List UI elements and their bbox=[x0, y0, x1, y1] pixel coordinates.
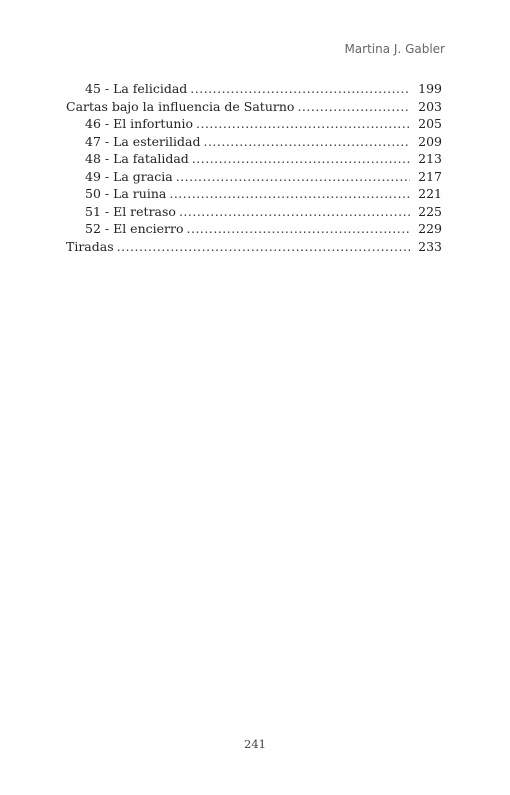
toc-entry-title: 45 - La felicidad bbox=[85, 81, 188, 96]
toc-entry-title: 50 - La ruina bbox=[85, 186, 167, 201]
running-head: Martina J. Gabler bbox=[344, 42, 445, 56]
toc-dot-leader bbox=[187, 220, 411, 238]
toc-dot-leader bbox=[203, 133, 410, 151]
toc-section-page: 203 bbox=[418, 98, 442, 114]
toc-entry-title: 47 - La esterilidad bbox=[85, 133, 201, 149]
toc-dot-leader bbox=[192, 150, 410, 168]
toc-dot-leader bbox=[297, 98, 410, 116]
page-number: 241 bbox=[244, 737, 266, 751]
toc-entry-page: 217 bbox=[418, 168, 442, 184]
toc-entry-page: 199 bbox=[418, 81, 442, 96]
toc-section-page: 233 bbox=[418, 238, 442, 254]
toc-entry-title: 52 - El encierro bbox=[85, 221, 184, 236]
toc-entry bbox=[66, 220, 442, 238]
toc-section bbox=[66, 238, 442, 256]
toc-entry-title: 48 - La fatalidad bbox=[85, 151, 189, 166]
toc-dot-leader bbox=[117, 238, 410, 256]
table-of-contents bbox=[66, 80, 442, 255]
toc-entry bbox=[66, 80, 442, 98]
toc-section-title: Tiradas bbox=[66, 238, 114, 254]
toc-entry bbox=[66, 115, 442, 133]
toc-entry-page: 225 bbox=[418, 203, 442, 219]
toc-entry bbox=[66, 150, 442, 168]
toc-dot-leader bbox=[196, 115, 410, 133]
toc-dot-leader bbox=[169, 185, 410, 203]
toc-entry-page: 209 bbox=[418, 133, 442, 149]
toc-entry-page: 229 bbox=[418, 221, 442, 236]
toc-entry-title: 49 - La gracia bbox=[85, 168, 173, 184]
toc-entry-title: 51 - El retraso bbox=[85, 203, 176, 219]
toc-entry-page: 213 bbox=[418, 151, 442, 166]
toc-entry bbox=[66, 133, 442, 151]
toc-dot-leader bbox=[190, 80, 410, 98]
toc-dot-leader bbox=[176, 168, 410, 186]
toc-entry bbox=[66, 168, 442, 186]
toc-dot-leader bbox=[179, 203, 410, 221]
toc-entry bbox=[66, 203, 442, 221]
toc-entry-title: 46 - El infortunio bbox=[85, 116, 193, 131]
toc-entry bbox=[66, 185, 442, 203]
toc-section-title: Cartas bajo la influencia de Saturno bbox=[66, 98, 295, 114]
toc-section bbox=[66, 98, 442, 116]
toc-entry-page: 205 bbox=[418, 116, 442, 131]
toc-entry-page: 221 bbox=[418, 186, 442, 201]
